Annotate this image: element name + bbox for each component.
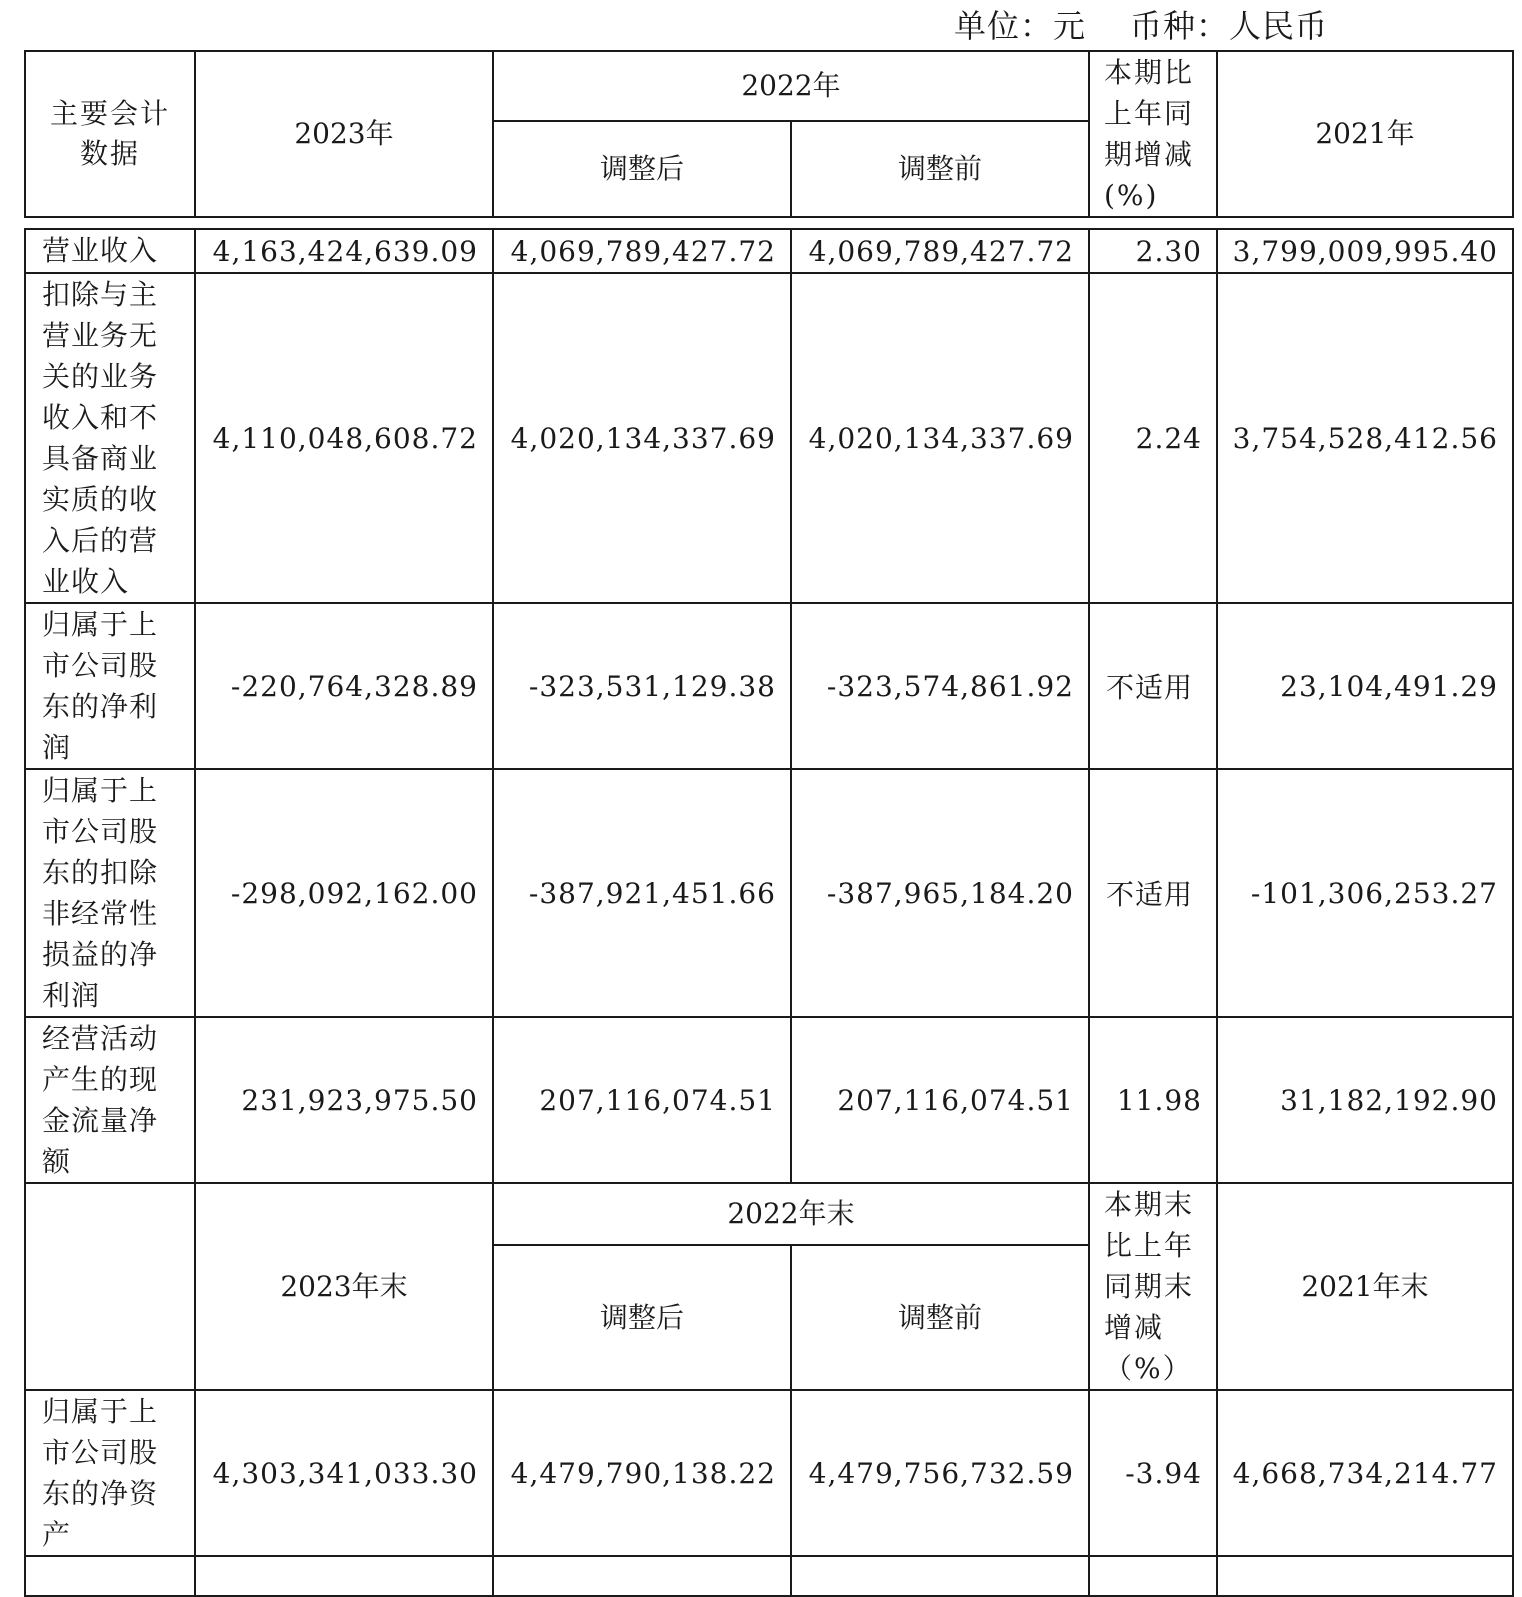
row-label-cell [25, 603, 195, 769]
row-label: 归属于上市公司股东的净资产 [42, 1395, 159, 1551]
row-label: 经营活动产生的现金流量净额 [42, 1022, 159, 1178]
partial-cell [1089, 1556, 1217, 1596]
header-end-2022: 2022年末 [493, 1183, 1089, 1245]
partial-cell [25, 1556, 195, 1596]
header-2022-adjusted: 调整后 [493, 121, 791, 217]
row-label: 营业收入 [25, 229, 195, 273]
partial-cell [1217, 1556, 1513, 1596]
table-row [25, 229, 1513, 273]
header-2023: 2023年 [195, 51, 493, 217]
table-row [25, 273, 1513, 603]
cell-2021: 3,754,528,412.56 [1217, 273, 1513, 603]
cell-change: 11.98 [1089, 1017, 1217, 1183]
row-label-cell [25, 769, 195, 1017]
cell-2022-adjusted: -323,531,129.38 [493, 603, 791, 769]
cell-change: -3.94 [1089, 1390, 1217, 1556]
cell-2022-adjusted: 4,020,134,337.69 [493, 273, 791, 603]
row-label: 扣除与主营业务无关的业务收入和不具备商业实质的收入后的营业收入 [42, 278, 159, 598]
header-label: 主要会计数据 [49, 97, 170, 170]
cell-2022-before-adjust: 4,020,134,337.69 [791, 273, 1089, 603]
header-change-pct-text: 本期比上年同期增减(%) [1104, 56, 1195, 212]
unit-label: 单位：元 [954, 7, 1087, 45]
cell-change: 2.30 [1089, 229, 1217, 273]
cell-2022-before-adjust: 4,069,789,427.72 [791, 229, 1089, 273]
cell-2021: 4,668,734,214.77 [1217, 1390, 1513, 1556]
unit-currency-note [954, 4, 1328, 48]
row-label: 归属于上市公司股东的净利润 [42, 608, 159, 764]
header-2022-before-adjust: 调整前 [791, 121, 1089, 217]
partial-cell [791, 1556, 1089, 1596]
table-row [25, 603, 1513, 769]
cell-change: 不适用 [1089, 603, 1217, 769]
header-end-2022-before-adjust: 调整前 [791, 1245, 1089, 1390]
cell-2022-adjusted: 4,069,789,427.72 [493, 229, 791, 273]
cell-change: 不适用 [1089, 769, 1217, 1017]
row-label: 归属于上市公司股东的扣除非经常性损益的净利润 [42, 774, 159, 1012]
header-end-2022-adjusted: 调整后 [493, 1245, 791, 1390]
cell-2021: 23,104,491.29 [1217, 603, 1513, 769]
currency-label: 币种：人民币 [1130, 7, 1329, 45]
row-label-cell [25, 1017, 195, 1183]
cell-2022-before-adjust: -387,965,184.20 [791, 769, 1089, 1017]
cell-2023: -298,092,162.00 [195, 769, 493, 1017]
cell-2023: 231,923,975.50 [195, 1017, 493, 1183]
header-end-2021: 2021年末 [1217, 1183, 1513, 1390]
header-end-label [25, 1183, 195, 1390]
cell-2022-adjusted: 4,479,790,138.22 [493, 1390, 791, 1556]
header-end-change-pct-text: 本期末比上年同期末增减（%） [1104, 1188, 1195, 1385]
cell-2021: 31,182,192.90 [1217, 1017, 1513, 1183]
header-table [24, 50, 1514, 218]
row-label-cell [25, 1390, 195, 1556]
data-table [24, 228, 1514, 1597]
cell-2022-before-adjust: 207,116,074.51 [791, 1017, 1089, 1183]
row-label-cell [25, 273, 195, 603]
cell-2022-before-adjust: -323,574,861.92 [791, 603, 1089, 769]
cell-2022-adjusted: -387,921,451.66 [493, 769, 791, 1017]
cell-2021: 3,799,009,995.40 [1217, 229, 1513, 273]
cell-2023: 4,303,341,033.30 [195, 1390, 493, 1556]
cell-2023: 4,110,048,608.72 [195, 273, 493, 603]
header-change-pct [1089, 51, 1217, 217]
header-2022: 2022年 [493, 51, 1089, 121]
cell-2022-before-adjust: 4,479,756,732.59 [791, 1390, 1089, 1556]
cell-2021: -101,306,253.27 [1217, 769, 1513, 1017]
partial-cell [493, 1556, 791, 1596]
table-row [25, 1017, 1513, 1183]
header-end-2023: 2023年末 [195, 1183, 493, 1390]
table-row-partial [25, 1556, 1513, 1596]
cell-change: 2.24 [1089, 273, 1217, 603]
cell-2023: 4,163,424,639.09 [195, 229, 493, 273]
table-row [25, 1390, 1513, 1556]
header-end-change-pct [1089, 1183, 1217, 1390]
header-2021: 2021年 [1217, 51, 1513, 217]
partial-cell [195, 1556, 493, 1596]
table-row [25, 769, 1513, 1017]
cell-2022-adjusted: 207,116,074.51 [493, 1017, 791, 1183]
period-end-header-row [25, 1183, 1513, 1245]
cell-2023: -220,764,328.89 [195, 603, 493, 769]
header-label-cell [25, 51, 195, 217]
